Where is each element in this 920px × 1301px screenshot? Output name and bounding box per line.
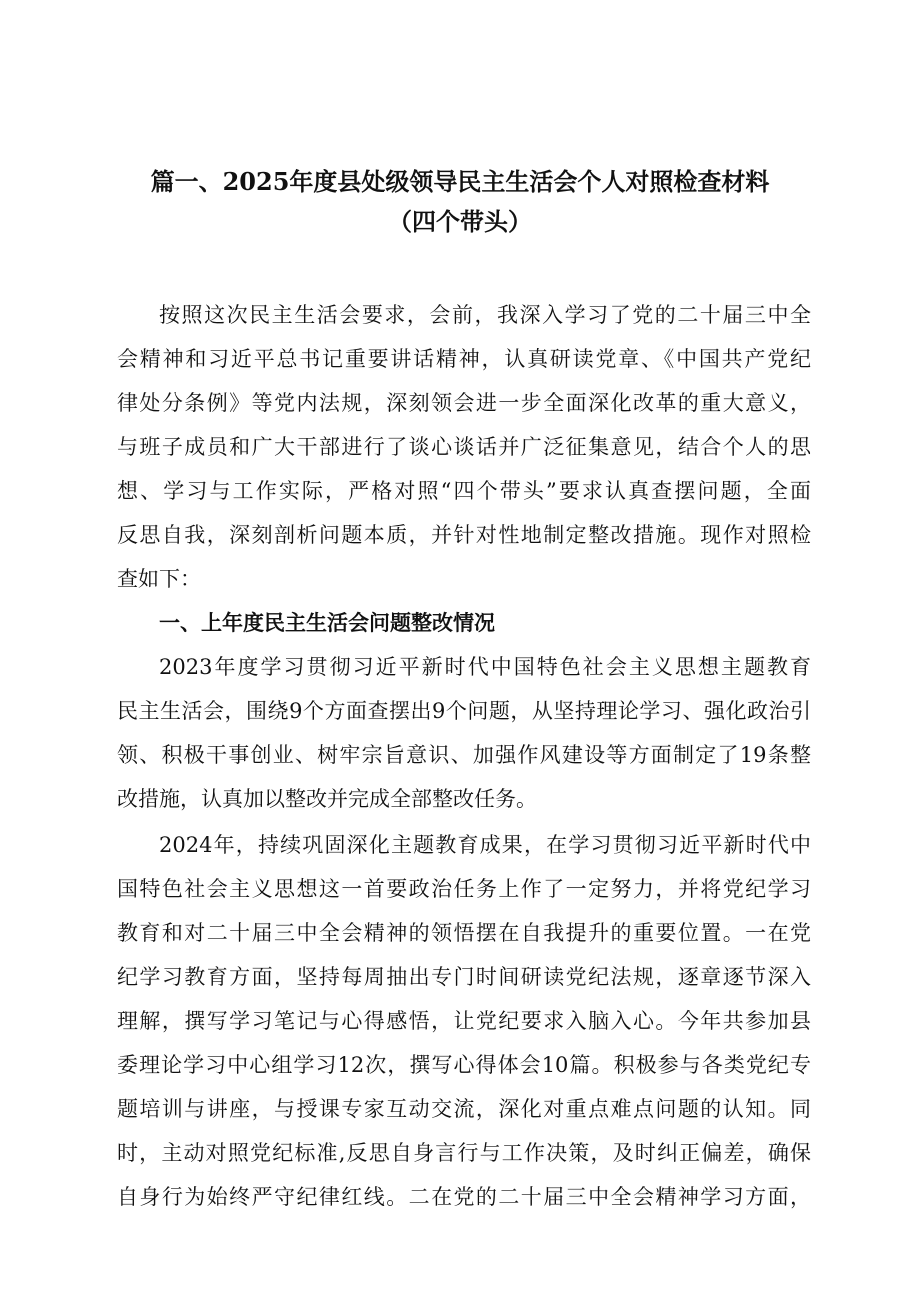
paragraph-line: 时，主动对照党纪标准,反思自身言行与工作决策，及时纠正偏差，确保 [117, 1141, 811, 1165]
intro-line: 会精神和习近平总书记重要讲话精神，认真研读党章、《中国共产党纪 [117, 347, 811, 371]
intro-line: 想、学习与工作实际，严格对照“四个带头”要求认真查摆问题，全面 [117, 479, 811, 503]
section-heading: 一、上年度民主生活会问题整改情况 [159, 611, 495, 635]
paragraph-line: 领、积极干事创业、树牢宗旨意识、加强作风建设等方面制定了19条整 [117, 743, 811, 767]
paragraph-line: 改措施，认真加以整改并完成全部整改任务。 [117, 787, 537, 811]
paragraph-line: 民主生活会，围绕9个方面查摆出9个问题，从坚持理论学习、强化政治引 [117, 699, 811, 723]
paragraph-line: 国特色社会主义思想这一首要政治任务上作了一定努力，并将党纪学习 [117, 877, 811, 901]
paragraph-line: 教育和对二十届三中全会精神的领悟摆在自我提升的重要位置。一在党 [117, 921, 811, 945]
document-subtitle: （四个带头） [388, 207, 532, 236]
intro-line: 反思自我，深刻剖析问题本质，并针对性地制定整改措施。现作对照检 [117, 523, 811, 547]
intro-line: 查如下： [117, 567, 201, 591]
paragraph-line: 理解，撰写学习笔记与心得感悟，让党纪要求入脑入心。今年共参加县 [117, 1009, 811, 1033]
intro-line: 按照这次民主生活会要求，会前，我深入学习了党的二十届三中全 [159, 303, 811, 327]
document-title: 篇一、2025年度县处级领导民主生活会个人对照检查材料 [150, 167, 770, 196]
paragraph-line: 2023年度学习贯彻习近平新时代中国特色社会主义思想主题教育 [159, 655, 811, 679]
paragraph-line: 2024年，持续巩固深化主题教育成果，在学习贯彻习近平新时代中 [159, 833, 811, 857]
intro-line: 与班子成员和广大干部进行了谈心谈话并广泛征集意见，结合个人的思 [117, 435, 811, 459]
paragraph-line: 题培训与讲座，与授课专家互动交流，深化对重点难点问题的认知。同 [117, 1097, 811, 1121]
intro-line: 律处分条例》等党内法规，深刻领会进一步全面深化改革的重大意义， [117, 391, 811, 415]
paragraph-line: 委理论学习中心组学习12次，撰写心得体会10篇。积极参与各类党纪专 [117, 1053, 811, 1077]
paragraph-line: 纪学习教育方面，坚持每周抽出专门时间研读党纪法规，逐章逐节深入 [117, 965, 811, 989]
paragraph-line: 自身行为始终严守纪律红线。二在党的二十届三中全会精神学习方面， [117, 1185, 811, 1209]
